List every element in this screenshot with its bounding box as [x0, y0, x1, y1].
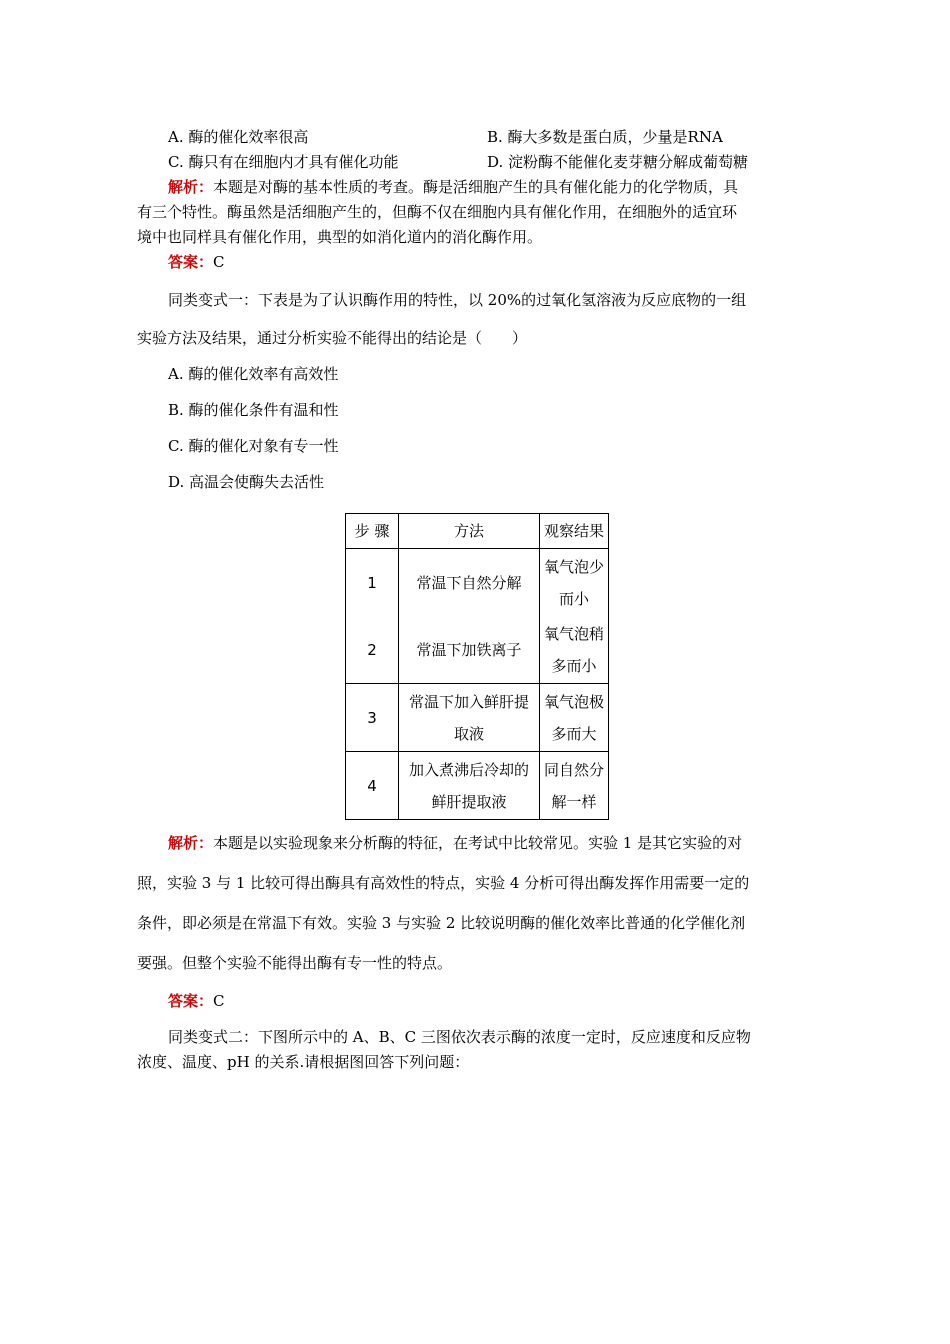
result-cell: 同自然分 解一样 — [540, 752, 609, 820]
variant-1-option-b: B. 酶的催化条件有温和性 — [168, 401, 339, 419]
analysis-2-line-2: 照，实验 3 与 1 比较可得出酶具有高效性的特点，实验 4 分析可得出酶发挥作用需要一定的 — [137, 874, 750, 892]
result-cell: 氧气泡极 多而大 — [540, 684, 609, 752]
header-result: 观察结果 — [540, 514, 609, 549]
variant-2-line-2: 浓度、温度、pH 的关系.请根据图回答下列问题： — [137, 1053, 470, 1071]
analysis-label: 解析： — [168, 178, 214, 196]
option-c: C. 酶只有在细胞内才具有催化功能 — [168, 153, 399, 171]
variant-1-option-c: C. 酶的催化对象有专一性 — [168, 437, 339, 455]
method-cell: 常温下自然分解 — [399, 549, 540, 617]
analysis-2-line-4: 要强。但整个实验不能得出酶有专一性的特点。 — [137, 954, 453, 972]
answer-value: C — [213, 253, 225, 271]
step-cell: 1 — [346, 549, 399, 617]
answer-value: C — [213, 992, 225, 1010]
header-method: 方法 — [399, 514, 540, 549]
header-step: 步 骤 — [346, 514, 399, 549]
analysis-2-line-3: 条件，即必须是在常温下有效。实验 3 与实验 2 比较说明酶的催化效率比普通的化学催化剂 — [137, 914, 746, 932]
analysis-1-line-1: 解析：本题是对酶的基本性质的考查。酶是活细胞产生的具有催化能力的化学物质，具 — [168, 178, 739, 196]
table-row — [346, 684, 609, 752]
option-a: A. 酶的催化效率很高 — [168, 128, 309, 146]
table-row — [346, 616, 609, 684]
variant-2-line-1: 同类变式二：下图所示中的 A、B、C 三图依次表示酶的浓度一定时，反应速度和反应物 — [168, 1028, 751, 1046]
answer-2 — [168, 991, 225, 1011]
answer-1 — [168, 252, 225, 272]
table-row — [346, 549, 609, 617]
variant-1-line-2: 实验方法及结果，通过分析实验不能得出的结论是（ ） — [137, 329, 528, 347]
step-cell: 2 — [346, 616, 399, 684]
variant-1-option-a: A. 酶的催化效率有高效性 — [168, 365, 339, 383]
step-cell: 3 — [346, 684, 399, 752]
answer-label: 答案： — [168, 992, 214, 1010]
method-cell: 常温下加铁离子 — [399, 616, 540, 684]
table-header-row — [346, 514, 609, 549]
result-cell: 氧气泡稍 多而小 — [540, 616, 609, 684]
method-cell: 常温下加入鲜肝提 取液 — [399, 684, 540, 752]
method-cell: 加入煮沸后冷却的 鲜肝提取液 — [399, 752, 540, 820]
analysis-2-line-1: 解析：本题是以实验现象来分析酶的特征，在考试中比较常见。实验 1 是其它实验的对 — [168, 834, 743, 852]
step-cell: 4 — [346, 752, 399, 820]
experiment-table — [345, 513, 609, 820]
analysis-label: 解析： — [168, 834, 214, 852]
table-row — [346, 752, 609, 820]
option-b: B. 酶大多数是蛋白质，少量是RNA — [487, 128, 723, 146]
option-d: D. 淀粉酶不能催化麦芽糖分解成葡萄糖 — [487, 153, 749, 171]
analysis-1-line-3: 境中也同样具有催化作用，典型的如消化道内的消化酶作用。 — [137, 228, 543, 246]
variant-1-option-d: D. 高温会使酶失去活性 — [168, 473, 325, 491]
answer-label: 答案： — [168, 253, 214, 271]
analysis-1-line-2: 有三个特性。酶虽然是活细胞产生的，但酶不仅在细胞内具有催化作用，在细胞外的适宜环 — [137, 203, 738, 221]
variant-1-line-1: 同类变式一：下表是为了认识酶作用的特性，以 20%的过氧化氢溶液为反应底物的一组 — [168, 291, 747, 309]
result-cell: 氧气泡少 而小 — [540, 549, 609, 617]
